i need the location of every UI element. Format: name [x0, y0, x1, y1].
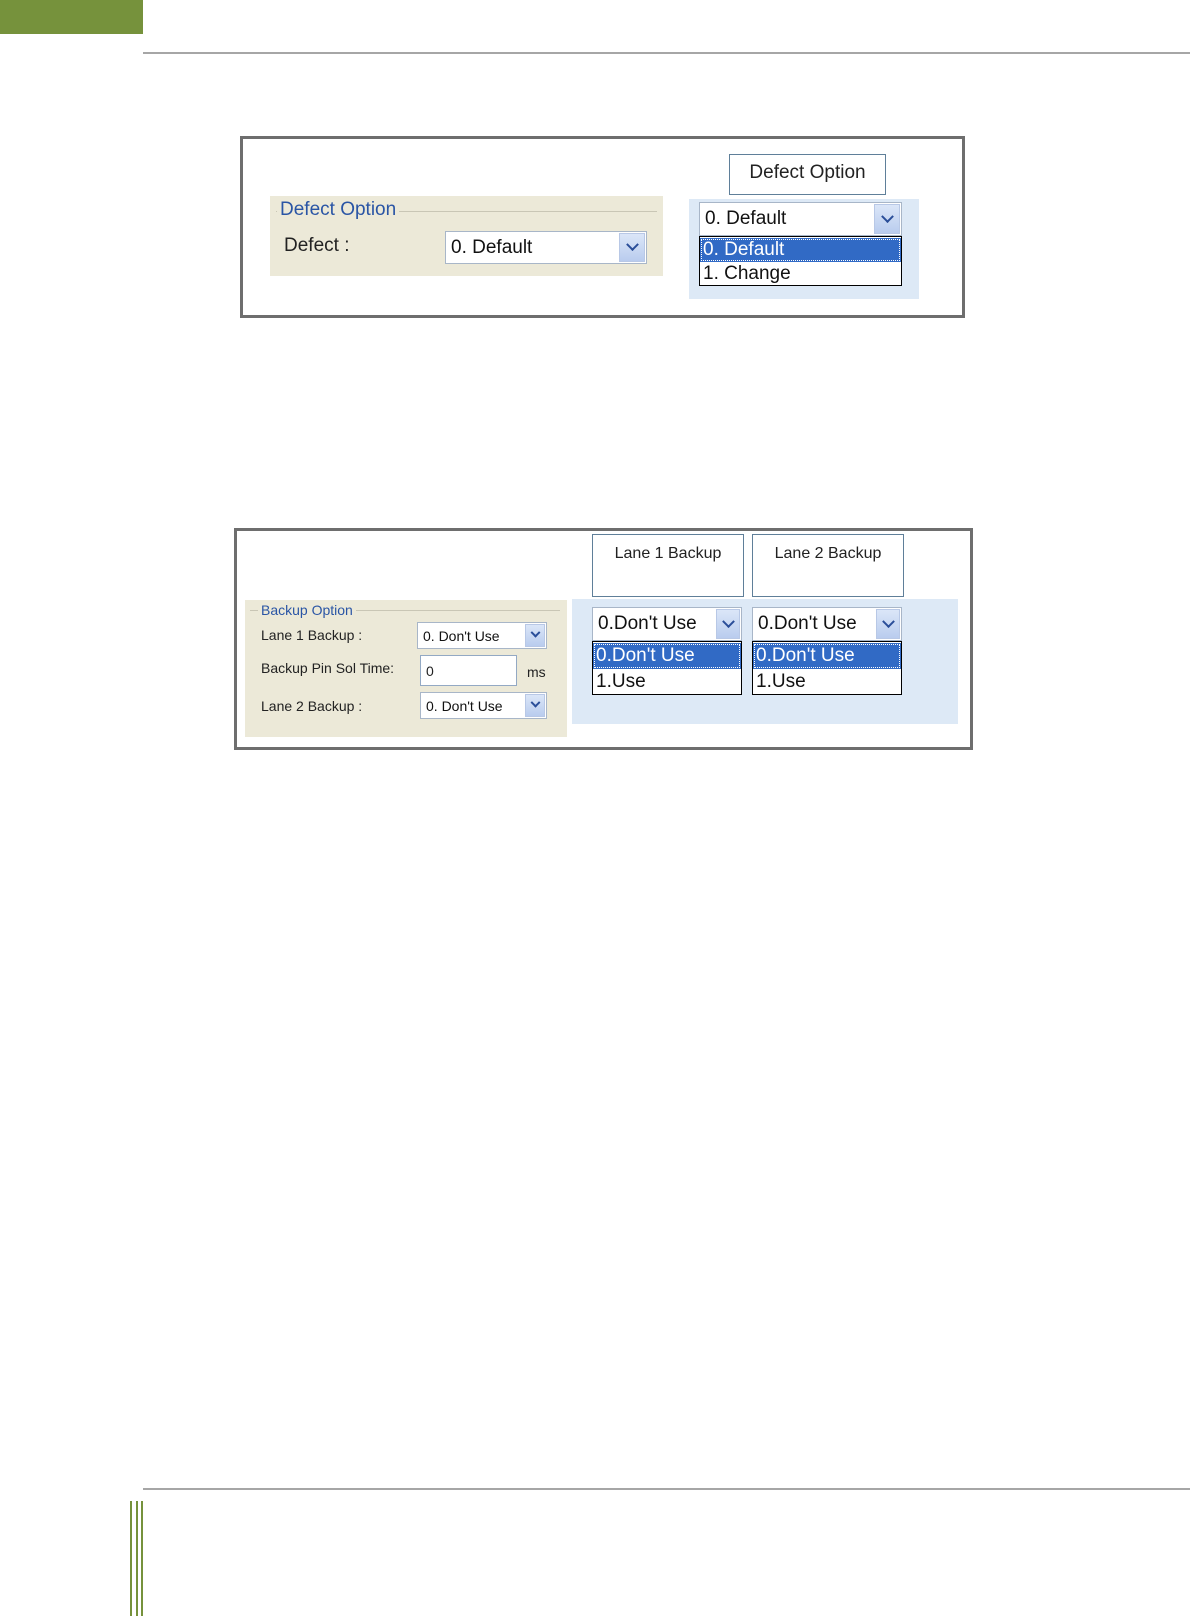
backup-pin-sol-time-input[interactable] — [420, 655, 517, 686]
defect-option-callout: Defect Option — [729, 154, 886, 195]
backup-pin-sol-time-value: 0 — [426, 662, 434, 679]
lane2-backup-value: 0. Don't Use — [426, 697, 503, 714]
lane2-backup-callout: Lane 2 Backup — [752, 534, 904, 597]
lane1-backup-combo[interactable] — [417, 622, 547, 649]
defect-combo-value: 0. Default — [451, 236, 533, 258]
lane2-dropdown-combo[interactable] — [752, 607, 902, 641]
backup-option-screenshot — [234, 528, 973, 750]
dropdown-option[interactable]: 1. Change — [703, 262, 791, 284]
chevron-down-icon[interactable] — [874, 204, 900, 234]
lane2-backup-label: Lane 2 Backup : — [261, 698, 363, 714]
backup-dropdown-panel — [572, 599, 958, 724]
defect-dropdown-list — [699, 236, 902, 286]
defect-option-groupbox — [270, 196, 663, 276]
defect-dropdown-combo[interactable] — [699, 202, 902, 236]
header-rule — [143, 52, 1190, 54]
groupbox-title: Defect Option — [277, 199, 399, 221]
lane1-backup-callout: Lane 1 Backup — [592, 534, 744, 597]
chapter-color-block — [0, 0, 143, 34]
defect-dropdown-panel — [689, 199, 919, 299]
chevron-down-icon[interactable] — [619, 233, 645, 262]
defect-option-screenshot — [240, 136, 965, 318]
lane2-dropdown-list — [752, 641, 902, 695]
dropdown-option[interactable]: 0. Default — [700, 238, 901, 262]
lane1-dropdown-combo[interactable] — [592, 607, 742, 641]
footer-rule — [143, 1488, 1190, 1490]
footer-bar — [141, 1501, 143, 1616]
chevron-down-icon[interactable] — [716, 609, 740, 639]
chevron-down-icon[interactable] — [525, 694, 545, 717]
defect-dropdown-value: 0. Default — [705, 208, 787, 229]
lane1-dropdown-list — [592, 641, 742, 695]
backup-pin-sol-time-label: Backup Pin Sol Time: — [261, 660, 395, 676]
lane1-dropdown-value: 0.Don't Use — [598, 613, 697, 634]
chevron-down-icon[interactable] — [876, 609, 900, 639]
defect-combo[interactable] — [445, 231, 647, 264]
lane2-backup-combo[interactable] — [420, 692, 547, 719]
lane1-backup-value: 0. Don't Use — [423, 627, 500, 644]
dropdown-option[interactable]: 1.Use — [756, 670, 806, 692]
chevron-down-icon[interactable] — [525, 624, 545, 647]
groupbox-title: Backup Option — [258, 602, 356, 618]
footer-bar — [136, 1501, 138, 1616]
dropdown-option[interactable]: 0.Don't Use — [753, 643, 901, 669]
lane1-backup-label: Lane 1 Backup : — [261, 627, 363, 643]
dropdown-option[interactable]: 1.Use — [596, 670, 646, 692]
dropdown-option[interactable]: 0.Don't Use — [593, 643, 741, 669]
defect-label: Defect : — [284, 235, 350, 256]
footer-bar — [130, 1501, 132, 1616]
backup-option-groupbox — [245, 600, 567, 737]
lane2-dropdown-value: 0.Don't Use — [758, 613, 857, 634]
ms-unit-label: ms — [527, 664, 546, 680]
